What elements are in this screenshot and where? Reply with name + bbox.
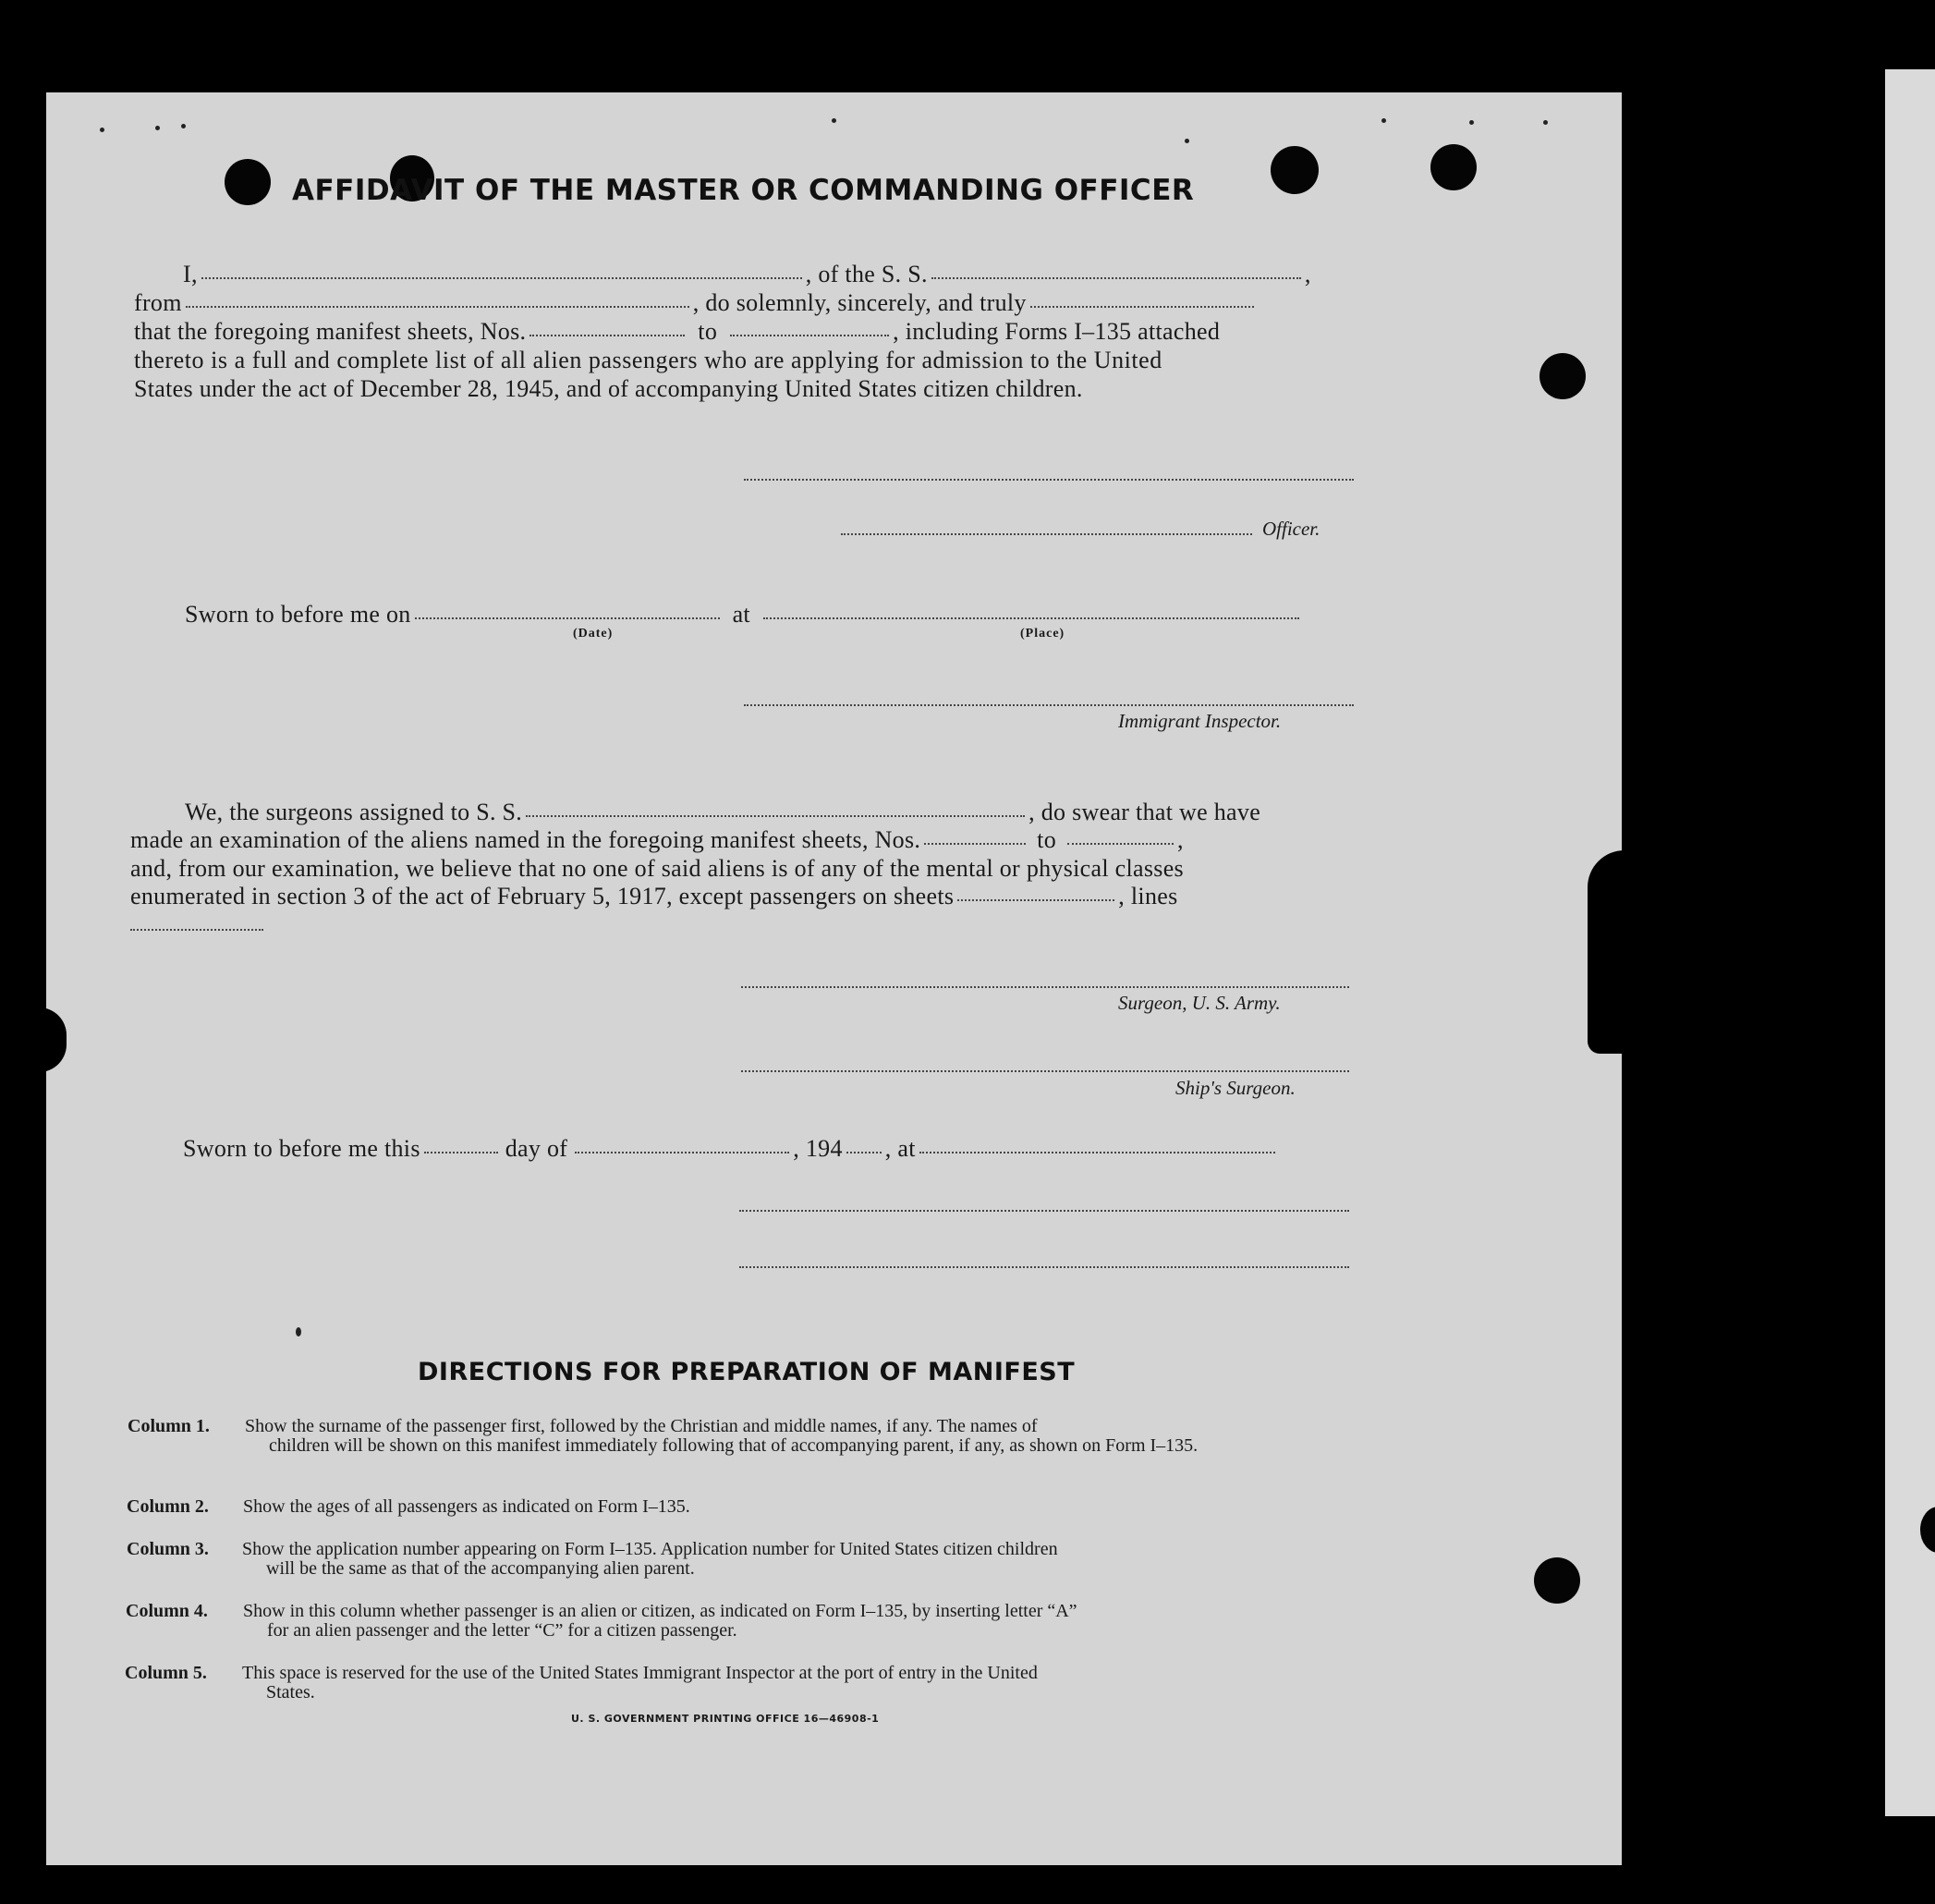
blank-sheet-from[interactable] [529,334,685,336]
sworn-text: , 194 [793,1135,843,1162]
punch-hole [1271,146,1319,194]
printer-imprint: U. S. GOVERNMENT PRINTING OFFICE 16—46908-1 [571,1713,880,1725]
signature-line[interactable] [739,1266,1349,1268]
affidavit-line-5: States under the act of December 28, 1945, and of accompanying United States citizen children. [134,375,1083,402]
speck [832,118,836,123]
instruction-text: Show the surname of the passenger first, followed by the Christian and middle names, if any. The names of [245,1416,1038,1436]
surgeons-text: to [1037,826,1056,853]
surgeons-line-4 [130,883,1178,910]
signature-line-ship-surgeon[interactable] [741,1070,1349,1072]
sworn-text: , at [884,1135,916,1162]
affidavit-text: , [1304,261,1311,287]
column-label: Column 5. [125,1663,207,1683]
column-label: Column 3. [127,1539,209,1559]
speck [1543,120,1548,125]
speck [100,128,104,132]
sworn-text: at [732,601,750,628]
signature-line-army-surgeon[interactable] [741,986,1349,988]
column-label: Column 4. [126,1601,208,1621]
speck [1381,118,1386,123]
place-caption: (Place) [1020,627,1065,641]
surgeons-text: , lines [1118,883,1178,909]
instruction-text: Show the application number appearing on Form I–135. Application number for United States citizen children [242,1539,1058,1559]
column-instruction [242,1540,1351,1579]
blank-sheet-to[interactable] [730,334,889,336]
surgeons-text: made an examination of the aliens named in the foregoing manifest sheets, Nos. [130,826,921,853]
surgeons-line-1 [185,799,1260,826]
sworn-line-2 [183,1135,1279,1163]
speck [181,124,186,128]
sworn-text: day of [505,1135,568,1162]
surgeons-text: enumerated in section 3 of the act of February 5, 1917, except passengers on sheets [130,883,955,909]
affidavit-line-2 [134,289,1258,317]
sworn-text: Sworn to before me this [183,1135,420,1162]
blank-swear[interactable] [1030,305,1254,308]
directions-title: DIRECTIONS FOR PREPARATION OF MANIFEST [418,1358,1076,1386]
blank-sworn-place[interactable] [919,1151,1275,1153]
column-instruction [243,1497,1352,1517]
column-instruction [245,1417,1354,1456]
instruction-text: will be the same as that of the accompanying alien parent. [266,1558,695,1579]
officer-label: Officer. [1262,518,1320,540]
sworn-text: Sworn to before me on [185,601,411,628]
blank-place[interactable] [763,616,1299,619]
blank-surgeon-ship[interactable] [526,814,1025,817]
surgeons-line-3: and, from our examination, we believe that no one of said aliens is of any of the mental or physical classes [130,855,1184,882]
blank-day[interactable] [424,1151,498,1153]
affidavit-text: , of the S. S. [805,261,928,287]
army-surgeon-label: Surgeon, U. S. Army. [1118,992,1281,1014]
adjacent-page-edge [1885,69,1935,1816]
instruction-text: This space is reserved for the use of the United States Immigrant Inspector at the port of entry in the United [242,1663,1038,1683]
affidavit-text: , do solemnly, sincerely, and truly [692,289,1027,316]
punch-hole [1430,144,1477,190]
affidavit-text: , including Forms I–135 attached [893,318,1221,345]
signature-line-officer[interactable] [841,533,1252,535]
instruction-text: for an alien passenger and the letter “C” for a citizen passenger. [267,1620,737,1641]
column-instruction [242,1664,1351,1703]
inspector-label: Immigrant Inspector. [1118,710,1282,732]
punch-hole [225,159,271,205]
instruction-text: children will be shown on this manifest immediately following that of accompanying parent, if any, as shown on Form I–135. [269,1435,1199,1456]
signature-line[interactable] [739,1210,1349,1212]
speck [155,126,160,130]
column-label: Column 1. [128,1416,210,1436]
page-title: AFFIDAVIT OF THE MASTER OR COMMANDING OFFICER [292,174,1195,207]
affidavit-text: to [698,318,718,345]
surgeons-text: , [1177,826,1184,853]
column-instruction [243,1602,1352,1641]
tear-right [1588,850,1625,1054]
ship-surgeon-label: Ship's Surgeon. [1175,1077,1296,1099]
surgeons-text: , do swear that we have [1028,799,1261,825]
speck [1185,139,1189,143]
surgeons-line-2 [130,826,1184,854]
instruction-text: Show the ages of all passengers as indicated on Form I–135. [243,1496,690,1517]
sworn-line-1 [185,601,1303,629]
blank-surgeon-sheet-to[interactable] [1067,842,1174,845]
punch-hole [1534,1557,1580,1604]
blank-lines[interactable] [130,929,263,931]
blank-except-sheets[interactable] [957,898,1114,901]
blank-date[interactable] [415,616,720,619]
date-caption: (Date) [573,627,614,641]
signature-line-inspector[interactable] [744,704,1354,706]
blank-from[interactable] [186,305,689,308]
instruction-text: Show in this column whether passenger is an alien or citizen, as indicated on Form I–135, by inserting letter “A” [243,1601,1077,1621]
signature-line-master[interactable] [744,479,1354,481]
punch-hole [1539,353,1586,399]
affidavit-text: from [134,289,182,316]
instruction-text: States. [266,1682,315,1703]
affidavit-text: I, [183,261,198,287]
blank-ship[interactable] [931,276,1301,279]
affidavit-text: that the foregoing manifest sheets, Nos. [134,318,527,345]
surgeons-text: We, the surgeons assigned to S. S. [185,799,523,825]
speck [296,1327,301,1336]
column-label: Column 2. [127,1496,209,1517]
affidavit-line-3 [134,318,1220,346]
speck [1469,120,1474,125]
blank-name[interactable] [201,276,802,279]
blank-month[interactable] [575,1151,789,1153]
blank-year[interactable] [846,1151,882,1153]
affidavit-line-4: thereto is a full and complete list of all alien passengers who are applying for admission to the United [134,347,1162,373]
affidavit-line-1 [183,261,1311,288]
blank-surgeon-sheet-from[interactable] [924,842,1026,845]
